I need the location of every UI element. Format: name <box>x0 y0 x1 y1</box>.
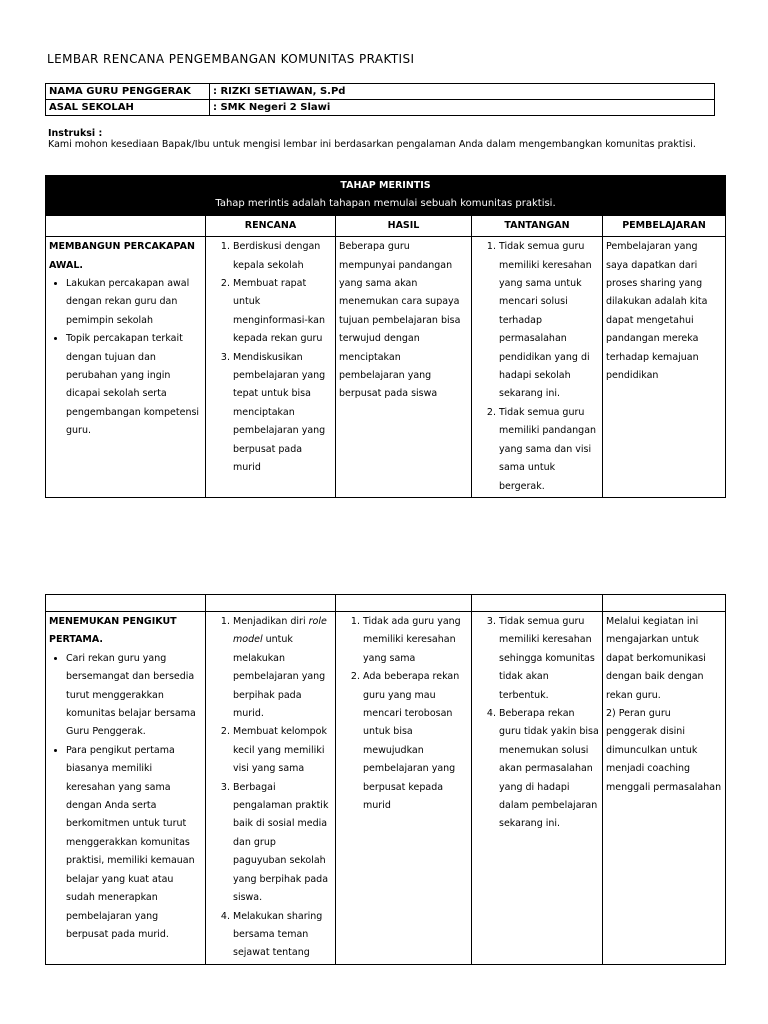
pembelajaran-cell <box>603 612 726 965</box>
sekolah-value: : SMK Negeri 2 Slawi <box>210 100 715 116</box>
header-pembelajaran: PEMBELAJARAN <box>603 215 726 236</box>
header-rencana: RENCANA <box>206 215 336 236</box>
empty-cell <box>472 595 603 612</box>
table-row <box>46 237 726 498</box>
nama-value: : RIZKI SETIAWAN, S.Pd <box>210 84 715 100</box>
list-item: • Lakukan percakapan awal dengan rekan guru dan pemimpin sekolah <box>66 275 202 330</box>
instruction-label: Instruksi : <box>48 128 103 139</box>
stage-description: Tahap merintis adalah tahapan memulai sebuah komunitas praktisi. <box>215 198 556 210</box>
tantangan-list <box>475 238 599 496</box>
hasil-list <box>339 613 468 815</box>
pembelajaran-text: 2) Peran guru penggerak disini dimunculkan untuk menjadi coaching menggali permasalahan <box>606 708 722 793</box>
list-item: 2. Tidak semua guru memiliki pandangan yang sama dan visi sama untuk bergerak. <box>499 404 599 496</box>
list-item: 4. Beberapa rekan guru tidak yakin bisa menemukan solusi akan permasalahan yang di hadapi dalam pembelajaran sekarang ini. <box>499 705 599 834</box>
list-item: 1. Tidak semua guru memiliki keresahan yang sama untuk mencari solusi terhadap permasalahan pendidikan yang di hadapi sekolah sekarang ini. <box>499 238 599 404</box>
hasil-cell: Beberapa guru mempunyai pandangan yang sama akan menemukan cara supaya tujuan pembelajaran bisa terwujud dengan menciptakan pembelajaran yang berpusat pada siswa <box>336 237 472 498</box>
pembelajaran-text: Melalui kegiatan ini mengajarkan untuk dapat berkomunikasi dengan baik dengan rekan guru. <box>606 616 706 701</box>
identity-table <box>45 83 715 116</box>
hasil-cell <box>336 612 472 965</box>
identity-row-sekolah <box>46 100 715 116</box>
rencana-text: Menjadikan diri <box>233 616 306 627</box>
list-item: 3. Berbagai pengalaman praktik baik di sosial media dan grup paguyuban sekolah yang berpihak pada siswa. <box>233 779 332 908</box>
table-row <box>46 612 726 965</box>
header-empty <box>46 215 206 236</box>
tantangan-cell <box>472 237 603 498</box>
rencana-cell <box>206 237 336 498</box>
activity-cell <box>46 612 206 965</box>
activity-bullets <box>49 275 202 441</box>
empty-header-row <box>46 595 726 612</box>
rencana-cell <box>206 612 336 965</box>
page-title: LEMBAR RENCANA PENGEMBANGAN KOMUNITAS PRAKTISI <box>47 52 415 66</box>
empty-cell <box>206 595 336 612</box>
empty-cell <box>603 595 726 612</box>
empty-cell <box>336 595 472 612</box>
activity-cell <box>46 237 206 498</box>
stage-banner-cell <box>46 176 726 216</box>
stage-banner <box>46 176 726 216</box>
list-item: • Para pengikut pertama biasanya memiliki keresahan yang sama dengan Anda serta berkomitmen untuk turut menggerakkan komunitas praktisi, memiliki kemauan belajar yang kuat atau sudah menerapkan pembelajaran yang berpusat pada murid. <box>66 742 202 944</box>
list-item: 3. Tidak semua guru memiliki keresahan sehingga komunitas tidak akan terbentuk. <box>499 613 599 705</box>
column-header-row <box>46 215 726 236</box>
pembelajaran-cell: Pembelajaran yang saya dapatkan dari proses sharing yang dilakukan adalah kita dapat mengetahui pandangan mereka terhadap kemajuan pendidikan <box>603 237 726 498</box>
nama-label: NAMA GURU PENGGERAK <box>46 84 210 100</box>
list-item: 1. Berdiskusi dengan kepala sekolah <box>233 238 332 275</box>
list-item <box>233 613 332 723</box>
list-item: 2. Membuat kelompok kecil yang memiliki visi yang sama <box>233 723 332 778</box>
rencana-text: untuk melakukan pembelajaran yang berpihak pada murid. <box>233 634 326 720</box>
header-tantangan: TANTANGAN <box>472 215 603 236</box>
activity-title: MEMBANGUN PERCAKAPAN AWAL. <box>49 241 195 271</box>
list-item: • Cari rekan guru yang bersemangat dan bersedia turut menggerakkan komunitas belajar bersama Guru Penggerak. <box>66 650 202 742</box>
list-item: 2. Ada beberapa rekan guru yang mau mencari terobosan untuk bisa mewujudkan pembelajaran yang berpusat kepada murid <box>363 668 468 815</box>
activity-bullets <box>49 650 202 945</box>
tantangan-list <box>475 613 599 834</box>
activity-title: MENEMUKAN PENGIKUT PERTAMA. <box>49 616 177 646</box>
rencana-list <box>209 238 332 477</box>
list-item: 1. Tidak ada guru yang memiliki keresahan yang sama <box>363 613 468 668</box>
empty-cell <box>46 595 206 612</box>
stage-title: TAHAP MERINTIS <box>340 180 431 191</box>
list-item: 2. Membuat rapat untuk menginformasi-kan kepada rekan guru <box>233 275 332 349</box>
stage-table-merintis <box>45 175 726 498</box>
list-item: 3. Mendiskusikan pembelajaran yang tepat untuk bisa menciptakan pembelajaran yang berpusat pada murid <box>233 349 332 478</box>
rencana-emphasis: role model <box>233 616 327 646</box>
instruction-text: Kami mohon kesediaan Bapak/Ibu untuk mengisi lembar ini berdasarkan pengalaman Anda dalam mengembangkan komunitas praktisi. <box>48 139 696 150</box>
identity-row-nama <box>46 84 715 100</box>
tantangan-cell <box>472 612 603 965</box>
rencana-list <box>209 613 332 963</box>
list-item: • Topik percakapan terkait dengan tujuan dan perubahan yang ingin dicapai sekolah serta pengembangan kompetensi guru. <box>66 330 202 440</box>
sekolah-label: ASAL SEKOLAH <box>46 100 210 116</box>
stage-table-pengikut <box>45 594 726 965</box>
list-item: 4. Melakukan sharing bersama teman sejawat tentang <box>233 908 332 963</box>
header-hasil: HASIL <box>336 215 472 236</box>
